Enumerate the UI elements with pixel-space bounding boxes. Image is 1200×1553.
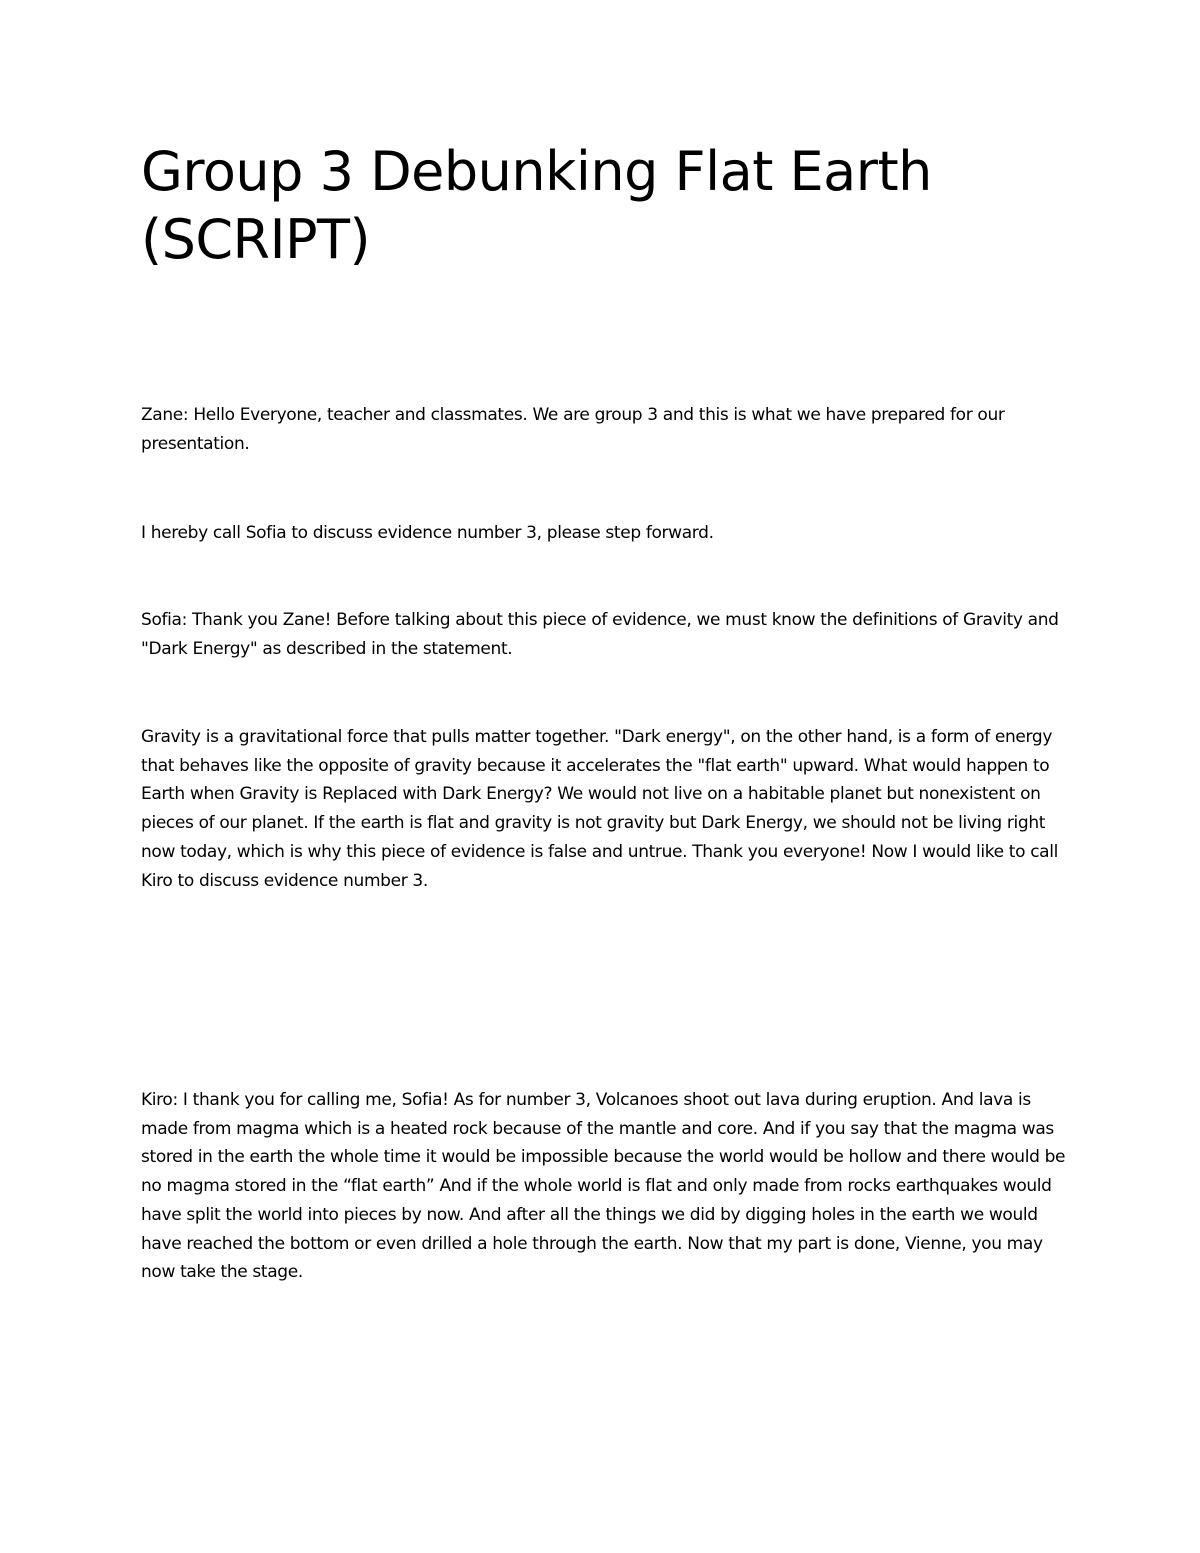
script-paragraph-sofia-intro: Sofia: Thank you Zane! Before talking about this piece of evidence, we must know the definitions of Gravity and "Dark Energy" as described in the statement. <box>141 610 1059 659</box>
script-paragraph-sofia-gravity: Gravity is a gravitational force that pulls matter together. "Dark energy", on the other hand, is a form of energy that behaves like the opposite of gravity because it accelerates the "flat earth" upward. What would happen to Earth when Gravity is Replaced with Dark Energy? We would not live on a habitable planet but nonexistent on pieces of our planet. If the earth is flat and gravity is not gravity but Dark Energy, we should not be living right now today, which is why this piece of evidence is false and untrue. Thank you everyone! Now I would like to call Kiro to discuss evidence number 3. <box>141 727 1059 891</box>
script-paragraph-call-sofia: I hereby call Sofia to discuss evidence number 3, please step forward. <box>141 523 714 543</box>
document-title: Group 3 Debunking Flat Earth (SCRIPT) <box>141 140 932 271</box>
script-paragraph-zane-intro: Zane: Hello Everyone, teacher and classmates. We are group 3 and this is what we have prepared for our presentation. <box>141 405 1005 454</box>
script-paragraph-kiro: Kiro: I thank you for calling me, Sofia! As for number 3, Volcanoes shoot out lava during eruption. And lava is made from magma which is a heated rock because of the mantle and core. And if you say that the magma was stored in the earth the whole time it would be impossible because the world would be hollow and there would be no magma stored in the “flat earth” And if the whole world is flat and only made from rocks earthquakes would have split the world into pieces by now. And after all the things we did by digging holes in the earth we would have reached the bottom or even drilled a hole through the earth. Now that my part is done, Vienne, you may now take the stage. <box>141 1090 1066 1283</box>
